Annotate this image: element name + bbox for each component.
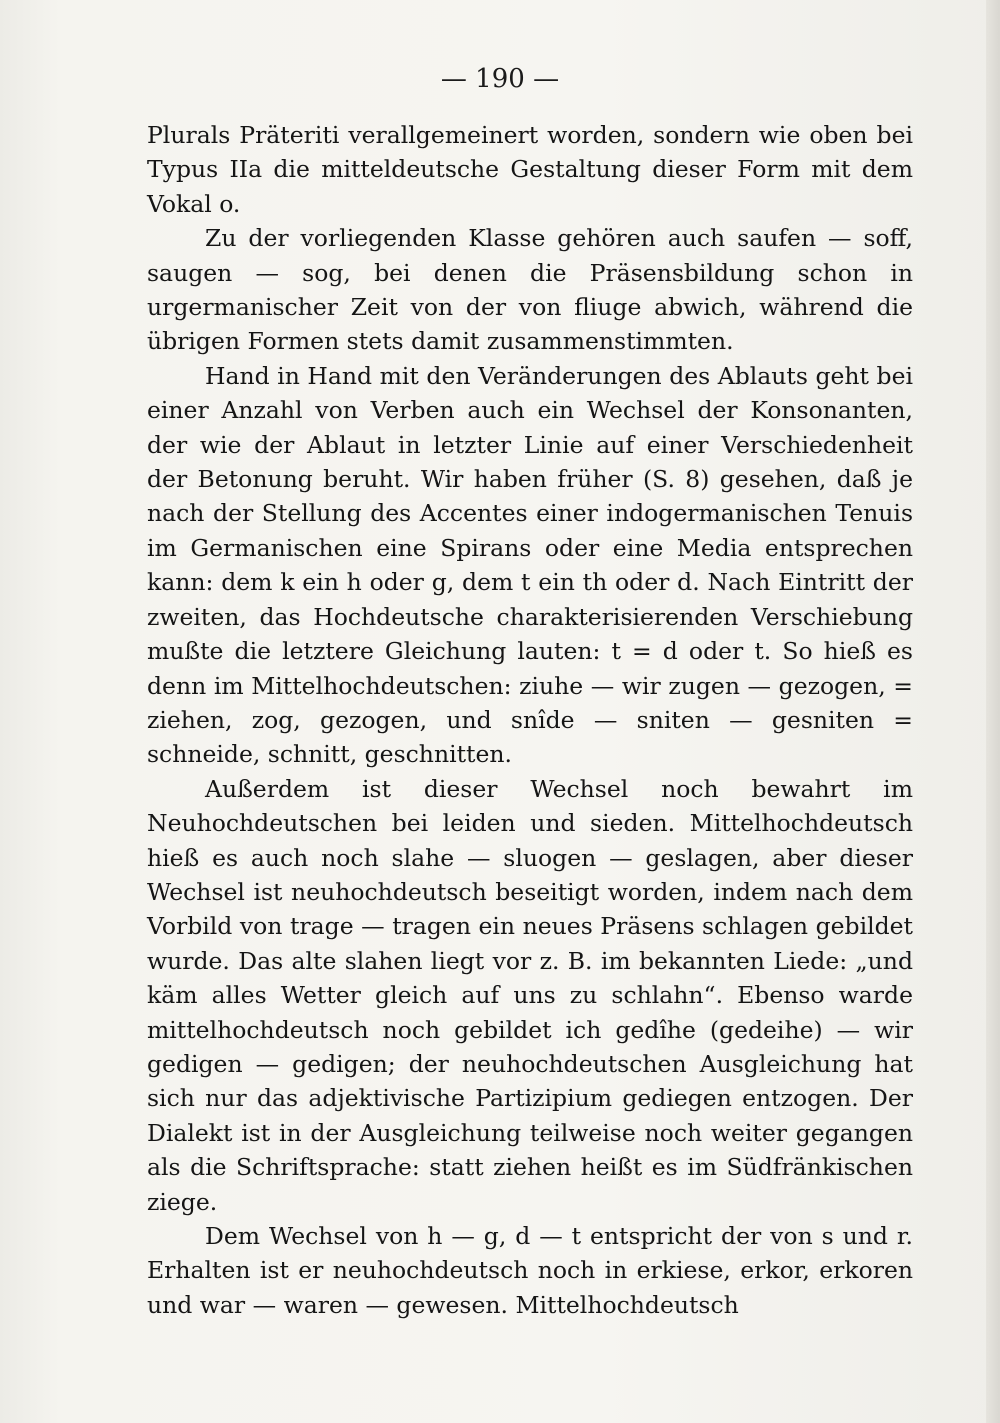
page-number-header: — 190 — [440,64,560,94]
page-edge-shadow [986,0,1000,1423]
paragraph-s-r-change: Dem Wechsel von h — g, d — t entspricht der von s und r. Erhalten ist er neuhochdeutsch noch in erkiese, erkor, erkoren und war — waren — gewesen. Mittelhochdeutsch [147,1222,913,1319]
paragraph-saufen-saugen: Zu der vorliegenden Klasse gehören auch saufen — soff, saugen — sog, bei denen die Präsensbildung schon in urgermanischer Zeit von der von fliuge abwich, während die übrigen Formen stets damit zusammenstimmten. [147,224,913,356]
paragraph-continuation: Plurals Präteriti verallgemeinert worden, sondern wie oben bei Typus IIa die mitteldeutsche Gestaltung dieser Form mit dem Vokal o. [147,121,913,218]
paragraph-leiden-sieden: Außerdem ist dieser Wechsel noch bewahrt im Neuhochdeutschen bei leiden und sieden. Mittelhochdeutsch hieß es auch noch slahe — sluogen — geslagen, aber dieser Wechsel ist neuhochdeutsch beseitigt worden, indem nach dem Vorbild von trage — tragen ein neues Präsens schlagen gebildet wurde. Das alte slahen liegt vor z. B. im bekannten Liede: „und käm alles Wetter gleich auf uns zu schlahn“. Ebenso warde mittelhochdeutsch noch gebildet ich gedîhe (gedeihe) — wir gedigen — gedigen; der neuhochdeutschen Ausgleichung hat sich nur das adjektivische Partizipium gediegen entzogen. Der Dialekt ist in der Ausgleichung teilweise noch weiter gegangen als die Schriftsprache: statt ziehen heißt es im Südfränkischen ziege. [147,774,913,1216]
body-text [147,118,913,1322]
paragraph-consonant-change: Hand in Hand mit den Veränderungen des Ablauts geht bei einer Anzahl von Verben auch ein Wechsel der Konsonanten, der wie der Ablaut in letzter Linie auf einer Verschiedenheit der Betonung beruht. Wir haben früher (S. 8) gesehen, daß je nach der Stellung des Accentes einer indogermanischen Tenuis im Germanischen eine Spirans oder eine Media entsprechen kann: dem k ein h oder g, dem t ein th oder d. Nach Eintritt der zweiten, das Hochdeutsche charakterisierenden Verschiebung mußte die letztere Gleichung lauten: t = d oder t. So hieß es denn im Mittelhochdeutschen: ziuhe — wir zugen — gezogen, = ziehen, zog, gezogen, und snîde — sniten — gesniten = schneide, schnitt, geschnitten. [147,361,913,769]
